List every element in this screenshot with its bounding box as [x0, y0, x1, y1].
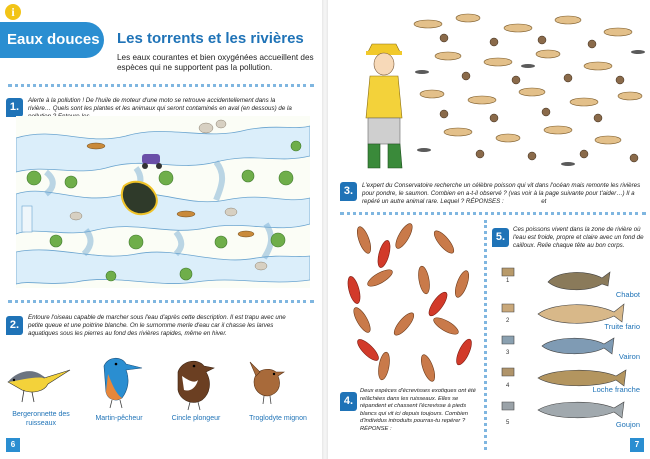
dotted-divider-vertical: [484, 220, 487, 450]
activity-4-answer-label: RÉPONSE :: [360, 425, 392, 432]
wren-illustration: [248, 358, 288, 406]
fish-name-goujon: Goujon: [615, 420, 640, 429]
fish-head-number-1: 1: [506, 278, 510, 284]
page-title: Les torrents et les rivières: [117, 30, 304, 47]
bird-label-wren: Troglodyte mignon: [249, 415, 307, 422]
fish-head-number-5: 5: [506, 420, 510, 426]
dipper-illustration: [168, 350, 224, 412]
activity-3-number: 3.: [340, 182, 357, 201]
fish-name-truite-fario: Truite fario: [604, 322, 640, 331]
river-illustration: [16, 116, 310, 288]
bird-label-dipper: Cincle plongeur: [171, 415, 221, 422]
right-page: [328, 0, 650, 459]
activity-1-text: Alerte à la pollution ! De l'huile de moteur d'une moto se retrouve accidentellement dans la rivière… Quels sont les plantes et les animaux qui seront contaminés en aval (en dessous) de la: [28, 97, 292, 112]
activity-1-number: 1.: [6, 98, 23, 117]
fish-name-chabot: Chabot: [615, 290, 640, 299]
fish-head-number-2: 2: [506, 318, 510, 324]
crayfish-scene: [344, 220, 480, 386]
page-number-right: 7: [630, 438, 644, 452]
activity-2-text: Entoure l'oiseau capable de marcher sous l'eau d'après cette description. Il est trapu avec une petite queue et une poitrine blanche. On le surnomme merle d'eau car il chasse les larves aquatiques sous les pierres au fond des rivières rapides, même en hiver.: [28, 314, 286, 337]
dotted-divider: [8, 84, 314, 87]
activity-5-text: Ces poissons vivent dans la zone de rivière où l'eau est froide, propre et claire avec un fond de cailloux. Relie chaque tête au bon corps.: [513, 226, 644, 249]
left-page: [0, 0, 322, 459]
activity-4-text: Deux espèces d'écrevisses exotiques ont été relâchées dans les ruisseaux. Elles se répandent et chassent l'écrevisse à pieds blancs qui vit ici depuis toujours. Combien d'individus introduits pourras-tu repérer ? RÉPONSE :: [360, 388, 476, 432]
activity-4-number: 4.: [340, 392, 357, 411]
bird-label-wagtail: Bergeronnette des ruisseaux: [12, 411, 70, 427]
kingfisher-illustration: [92, 350, 144, 410]
info-icon: i: [5, 4, 21, 20]
bird-label-kingfisher: Martin-pêcheur: [95, 415, 143, 422]
expert-character: [356, 42, 412, 174]
activity-3-answer-label: RÉPONSES :: [465, 198, 504, 205]
fish-head-number-4: 4: [506, 383, 510, 389]
dotted-divider: [8, 300, 314, 303]
fish-search-scene: [408, 4, 648, 172]
intro-text: Les eaux courantes et bien oxygénées accueillent des espèces qui ne supportent pas la pollution.: [117, 53, 314, 72]
section-tab: Eaux douces: [0, 22, 104, 58]
activity-2-number: 2.: [6, 316, 23, 335]
activity-3-text: L'expert du Conservatoire recherche un célèbre poisson qui vit dans l'océan mais remonte les rivières pour pondre, le saumon. Combien en a-t-il observé ? (vas voir à la page suivante pour t'aider…) Il a repéré un autre animal rare. Lequel ? RÉPONSES : et: [362, 182, 641, 205]
dotted-divider: [340, 212, 646, 215]
wagtail-illustration: [4, 352, 74, 407]
fish-name-vairon: Vairon: [618, 352, 640, 361]
activity-5-number: 5.: [492, 228, 509, 247]
fish-head-number-3: 3: [506, 350, 510, 356]
fish-matching-illustration: [498, 262, 648, 432]
fish-name-loche-franche: Loche franche: [592, 385, 640, 394]
page-number-left: 6: [6, 438, 20, 452]
